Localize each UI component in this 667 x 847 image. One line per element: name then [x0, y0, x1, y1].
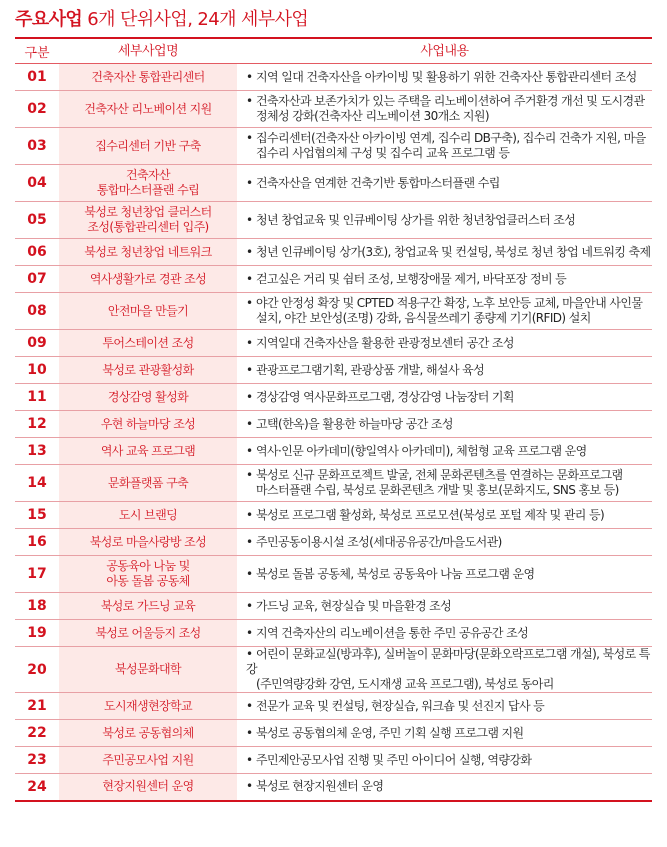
row-description-text: 가드닝 교육, 현장실습 및 마을환경 조성 [256, 598, 452, 613]
row-name [59, 720, 237, 747]
bullet-icon: • [246, 698, 253, 713]
section-title [15, 6, 308, 34]
row-description [237, 128, 652, 165]
row-number: 15 [15, 502, 59, 529]
row-number: 19 [15, 620, 59, 647]
row-description [237, 693, 652, 720]
row-name-line: 북성로 마을사랑방 조성 [89, 534, 207, 549]
row-name [59, 165, 237, 202]
table-row [15, 384, 652, 411]
row-description-line [246, 567, 652, 582]
bullet-icon: • [246, 779, 253, 794]
table-row [15, 330, 652, 357]
row-description-text: 고택(한옥)을 활용한 하늘마당 공간 조성 [256, 416, 453, 431]
row-description [237, 202, 652, 239]
row-description-line [246, 753, 652, 768]
row-description-line [246, 245, 652, 260]
row-name-line: 북성로 청년창업 네트워크 [84, 244, 212, 259]
bullet-icon: • [246, 335, 253, 350]
table-row [15, 165, 652, 202]
row-description-line [246, 176, 652, 191]
row-description [237, 438, 652, 465]
row-description [237, 357, 652, 384]
row-name-line: 북성로 가드닝 교육 [100, 598, 196, 613]
project-table [15, 37, 652, 802]
row-name [59, 747, 237, 774]
bullet-icon: • [246, 131, 253, 145]
row-number: 07 [15, 266, 59, 293]
table-row [15, 502, 652, 529]
bullet-icon: • [246, 507, 253, 522]
row-description-line [246, 94, 652, 109]
bullet-icon: • [246, 752, 253, 767]
row-number: 11 [15, 384, 59, 411]
row-description-line [246, 468, 652, 483]
row-description-text: 청년 창업교육 및 인큐베이팅 상가를 위한 청년창업클러스터 조성 [256, 212, 576, 227]
table-row [15, 64, 652, 91]
row-number: 10 [15, 357, 59, 384]
bullet-icon: • [246, 598, 253, 613]
row-name-line: 주민공모사업 지원 [102, 752, 194, 767]
row-description-text: 지역 건축자산의 리노베이션을 통한 주민 공유공간 조성 [256, 625, 529, 640]
row-description [237, 720, 652, 747]
row-number: 22 [15, 720, 59, 747]
row-number: 17 [15, 556, 59, 593]
table-row [15, 128, 652, 165]
row-description-text: 야간 안정성 확장 및 CPTED 적용구간 확장, 노후 보안등 교체, 마을안내 사인물 [256, 296, 643, 310]
row-description-line [246, 599, 652, 614]
row-name-line: 건축자산 리노베이션 지원 [84, 101, 212, 116]
table-row [15, 266, 652, 293]
row-number: 13 [15, 438, 59, 465]
row-name-line: 역사 교육 프로그램 [100, 443, 196, 458]
row-description [237, 91, 652, 128]
table-row [15, 647, 652, 693]
row-number: 01 [15, 64, 59, 91]
row-name-line: 북성문화대학 [115, 662, 181, 676]
row-description-text: 북성로 신규 문화프로젝트 발굴, 전체 문화콘텐츠를 연결하는 문화프로그램 [256, 468, 623, 482]
bullet-icon: • [246, 296, 253, 310]
table-row [15, 357, 652, 384]
row-name [59, 384, 237, 411]
row-description-line [246, 535, 652, 550]
row-number: 05 [15, 202, 59, 239]
row-description [237, 620, 652, 647]
bullet-icon: • [246, 69, 253, 84]
row-name-line: 북성로 청년창업 클러스터 [84, 205, 212, 219]
row-name [59, 465, 237, 502]
row-description [237, 502, 652, 529]
row-description-text: 청년 인큐베이팅 상가(3호), 창업교육 및 컨설팅, 북성로 청년 창업 네트워킹 축제 [256, 244, 651, 259]
row-description-text: 정체성 강화(건축자산 리노베이션 30개소 지원) [256, 109, 489, 123]
row-name-line: 북성로 어울등지 조성 [95, 625, 201, 640]
row-description [237, 774, 652, 801]
row-description-line [246, 146, 652, 161]
bullet-icon: • [246, 725, 253, 740]
bullet-icon: • [246, 534, 253, 549]
bullet-icon: • [246, 244, 253, 259]
row-description-text: 북성로 공동협의체 운영, 주민 기획 실행 프로그램 지원 [256, 725, 524, 740]
table-header-row [15, 38, 652, 64]
row-name-line: 우현 하늘마당 조성 [100, 416, 196, 431]
row-name-line: 도시재생현장학교 [104, 698, 192, 713]
row-description-text: 북성로 돌봄 공동체, 북성로 공동육아 나눔 프로그램 운영 [256, 566, 535, 581]
row-number: 06 [15, 239, 59, 266]
row-number: 04 [15, 165, 59, 202]
row-name [59, 502, 237, 529]
row-description-line [246, 109, 652, 124]
row-description-text: 걷고싶은 거리 및 쉼터 조성, 보행장애물 제거, 바닥포장 정비 등 [256, 271, 567, 286]
row-number: 18 [15, 593, 59, 620]
row-name-line: 투어스테이션 조성 [102, 335, 194, 350]
table-row [15, 239, 652, 266]
row-description-text: 어린이 문화교실(방과후), 실버놀이 문화마당(문화오락프로그램 개설), 북성로 특강 [246, 647, 650, 676]
row-name-line: 북성로 관광활성화 [102, 362, 194, 377]
row-name-line: 북성로 공동협의체 [102, 725, 194, 740]
row-description-text: 집수리센터(건축자산 아카이빙 연계, 집수리 DB구축), 집수리 건축가 지원, 마을 [256, 131, 646, 145]
row-name-line: 도시 브랜딩 [118, 507, 178, 522]
row-name [59, 620, 237, 647]
row-description-text: 북성로 현장지원센터 운영 [256, 779, 384, 794]
row-description-text: (주민역량강화 강연, 도시재생 교육 프로그램), 북성로 동아리 [256, 677, 554, 691]
row-description-line [246, 336, 652, 351]
row-name [59, 91, 237, 128]
row-description-text: 건축자산을 연계한 건축기반 통합마스터플랜 수립 [256, 175, 500, 190]
header-desc: 사업내용 [237, 38, 652, 64]
row-description [237, 529, 652, 556]
row-name-line: 집수리센터 기반 구축 [95, 138, 201, 153]
row-description-line [246, 213, 652, 228]
row-description [237, 64, 652, 91]
table-row [15, 593, 652, 620]
row-description-line [246, 647, 652, 677]
row-description [237, 266, 652, 293]
row-number: 12 [15, 411, 59, 438]
row-name-line: 안전마을 만들기 [107, 303, 189, 318]
table-row [15, 720, 652, 747]
table-body [15, 64, 652, 801]
row-name [59, 330, 237, 357]
row-description-line [246, 296, 652, 311]
row-description-line [246, 363, 652, 378]
bullet-icon: • [246, 94, 253, 108]
row-name-line: 건축자산 통합관리센터 [91, 69, 205, 84]
table-row [15, 411, 652, 438]
row-description-text: 마스터플랜 수립, 북성로 문화콘텐츠 개발 및 홍보(문화지도, SNS 홍보 등) [256, 483, 619, 497]
row-description-text: 지역 일대 건축자산을 아카이빙 및 활용하기 위한 건축자산 통합관리센터 조성 [256, 69, 637, 84]
section-title-strong: 주요사업 [15, 9, 83, 30]
row-description-line [246, 70, 652, 85]
row-description-line [246, 390, 652, 405]
row-description [237, 556, 652, 593]
row-name [59, 239, 237, 266]
row-name-line: 아동 돌봄 공동체 [106, 574, 190, 588]
row-description-line [246, 311, 652, 326]
bullet-icon: • [246, 647, 253, 661]
bullet-icon: • [246, 271, 253, 286]
row-name-line: 조성(통합관리센터 입주) [87, 220, 209, 234]
row-name [59, 647, 237, 693]
row-name [59, 529, 237, 556]
row-number: 09 [15, 330, 59, 357]
bullet-icon: • [246, 175, 253, 190]
row-name-line: 통합마스터플랜 수립 [96, 183, 200, 197]
row-description-text: 설치, 야간 보안성(조명) 강화, 음식물쓰레기 종량제 기기(RFID) 설치 [256, 311, 591, 325]
row-number: 23 [15, 747, 59, 774]
row-name [59, 693, 237, 720]
row-description-text: 집수리 사업협의체 구성 및 집수리 교육 프로그램 등 [256, 146, 510, 160]
row-name [59, 293, 237, 330]
row-name-line: 문화플랫폼 구축 [107, 475, 189, 490]
row-description-text: 지역일대 건축자산을 활용한 관광정보센터 공간 조성 [256, 335, 514, 350]
bullet-icon: • [246, 443, 253, 458]
row-description-text: 전문가 교육 및 컨설팅, 현장실습, 워크숍 및 선진지 답사 등 [256, 698, 545, 713]
row-name [59, 556, 237, 593]
row-description [237, 384, 652, 411]
header-name: 세부사업명 [59, 38, 237, 64]
bullet-icon: • [246, 389, 253, 404]
row-description-text: 주민제안공모사업 진행 및 주민 아이디어 실행, 역량강화 [256, 752, 532, 767]
bullet-icon: • [246, 416, 253, 431]
row-name [59, 128, 237, 165]
row-description [237, 647, 652, 693]
row-name [59, 202, 237, 239]
table-row [15, 465, 652, 502]
row-number: 02 [15, 91, 59, 128]
bullet-icon: • [246, 566, 253, 581]
row-description [237, 465, 652, 502]
bullet-icon: • [246, 212, 253, 227]
row-number: 08 [15, 293, 59, 330]
row-name [59, 411, 237, 438]
row-description-text: 경상감영 역사문화프로그램, 경상감영 나눔장터 기획 [256, 389, 514, 404]
row-description-text: 건축자산과 보존가치가 있는 주택을 리노베이션하여 주거환경 개선 및 도시경관 [256, 94, 645, 108]
row-description-line [246, 444, 652, 459]
row-description-text: 북성로 프로그램 활성화, 북성로 프로모션(북성로 포털 제작 및 관리 등) [256, 507, 605, 522]
row-name [59, 593, 237, 620]
row-description [237, 330, 652, 357]
row-description-line [246, 779, 652, 794]
row-description-line [246, 677, 652, 692]
row-description-text: 역사·인문 아카데미(향일역사 아카데미), 체험형 교육 프로그램 운영 [256, 443, 587, 458]
table-row [15, 693, 652, 720]
row-description [237, 239, 652, 266]
table-row [15, 747, 652, 774]
table-row [15, 293, 652, 330]
row-description-text: 주민공동이용시설 조성(세대공유공간/마을도서관) [256, 534, 502, 549]
table-row [15, 438, 652, 465]
table-row [15, 202, 652, 239]
row-description-line [246, 483, 652, 498]
row-name-line: 공동육아 나눔 및 [106, 559, 190, 573]
row-description-line [246, 699, 652, 714]
row-number: 21 [15, 693, 59, 720]
row-name [59, 266, 237, 293]
table-row [15, 774, 652, 801]
row-name-line: 경상감영 활성화 [107, 389, 189, 404]
row-name [59, 64, 237, 91]
row-description-line [246, 272, 652, 287]
row-description [237, 747, 652, 774]
table-row [15, 529, 652, 556]
bullet-icon: • [246, 625, 253, 640]
row-name [59, 438, 237, 465]
table-row [15, 620, 652, 647]
row-number: 24 [15, 774, 59, 801]
row-name [59, 774, 237, 801]
row-number: 16 [15, 529, 59, 556]
row-name [59, 357, 237, 384]
row-description-line [246, 726, 652, 741]
row-description [237, 165, 652, 202]
row-name-line: 현장지원센터 운영 [102, 779, 194, 794]
row-description-line [246, 508, 652, 523]
row-description-line [246, 626, 652, 641]
table-row [15, 91, 652, 128]
row-name-line: 건축자산 [126, 168, 170, 182]
row-description-text: 관광프로그램기획, 관광상품 개발, 해설사 육성 [256, 362, 485, 377]
row-description [237, 411, 652, 438]
row-description [237, 293, 652, 330]
header-num: 구분 [15, 38, 59, 64]
row-number: 03 [15, 128, 59, 165]
row-description [237, 593, 652, 620]
row-number: 14 [15, 465, 59, 502]
bullet-icon: • [246, 362, 253, 377]
bullet-icon: • [246, 468, 253, 482]
section-title-rest: 6개 단위사업, 24개 세부사업 [82, 9, 309, 30]
row-description-line [246, 131, 652, 146]
row-number: 20 [15, 647, 59, 693]
row-name-line: 역사생활가로 경관 조성 [89, 271, 207, 286]
table-row [15, 556, 652, 593]
row-description-line [246, 417, 652, 432]
